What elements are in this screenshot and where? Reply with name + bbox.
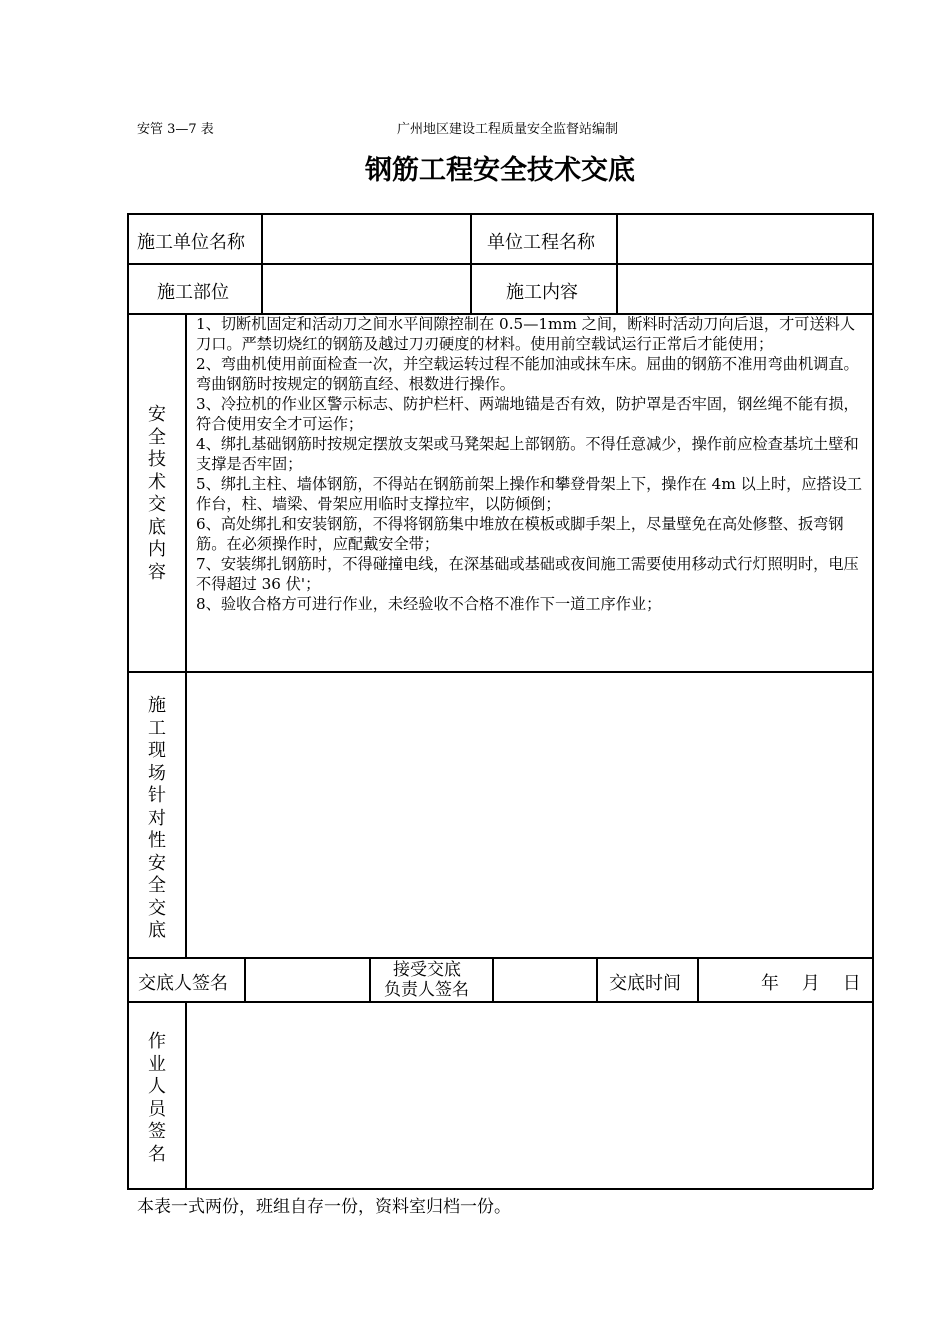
footer-note: 本表一式两份，班组自存一份，资料室归档一份。 xyxy=(137,1197,511,1217)
safety-item: 4、绑扎基础钢筋时按规定摆放支架或马凳架起上部钢筋。不得任意减少，操作前应检查基坑土壁和支撑是否牢固； xyxy=(196,435,859,473)
safety-item: 3、冷拉机的作业区警示标志、防护栏杆、两端地锚是否有效，防护罩是否牢固，钢丝绳不能有损，符合使用安全才可运作； xyxy=(196,395,859,433)
col-divider xyxy=(596,957,598,1001)
col-divider xyxy=(470,213,472,313)
form-border-right xyxy=(872,213,874,1189)
giver-signature-label: 交底人签名 xyxy=(138,973,228,994)
time-field[interactable]: 年 月 日 xyxy=(761,973,861,994)
col-divider xyxy=(697,957,699,1001)
form-border-top xyxy=(127,213,873,215)
col-divider xyxy=(616,213,618,313)
safety-item: 5、绑扎主柱、墙体钢筋，不得站在钢筋前架上操作和攀登骨架上下，操作在 4m 以上时，应搭设工作台，柱、墙梁、骨架应用临时支撑拉牢，以防倾倒； xyxy=(196,475,863,513)
col-divider xyxy=(492,957,494,1001)
col-divider xyxy=(369,957,371,1001)
safety-item: 8、验收合格方可进行作业，未经验收不合格不准作下一道工序作业； xyxy=(196,595,662,613)
col-divider xyxy=(261,213,263,313)
receiver-signature-label-line1: 接受交底 xyxy=(393,960,461,980)
form-number: 安管 3—7 表 xyxy=(137,122,214,137)
location-label: 施工部位 xyxy=(157,282,229,303)
safety-item: 7、安装绑扎钢筋时，不得碰撞电线，在深基础或基础或夜间施工需要使用移动式行灯照明时，电压不得超过 36 伏'； xyxy=(196,555,859,593)
row-divider xyxy=(127,1001,873,1003)
row-divider xyxy=(127,671,873,673)
col-divider xyxy=(185,313,187,957)
safety-item: 6、高处绑扎和安装钢筋，不得将钢筋集中堆放在模板或脚手架上，尽量壁免在高处修整、扳弯钢筋。在必须操作时，应配戴安全带； xyxy=(196,515,844,553)
col-divider xyxy=(244,957,246,1001)
issuer-text: 广州地区建设工程质量安全监督站编制 xyxy=(397,122,619,137)
safety-item: 2、弯曲机使用前面检查一次，并空载运转过程不能加油或抹车床。屈曲的钢筋不准用弯曲机调直。弯曲钢筋时按规定的钢筋直经、根数进行操作。 xyxy=(196,355,859,393)
row-divider xyxy=(127,957,873,959)
workers-signature-label: 作业人员签名 xyxy=(148,1031,166,1165)
time-label: 交底时间 xyxy=(609,973,681,994)
page-title: 钢筋工程安全技术交底 xyxy=(365,155,635,186)
form-border-left xyxy=(127,213,129,1189)
work-content-label: 施工内容 xyxy=(506,282,578,303)
safety-item: 1、切断机固定和活动刀之间水平间隙控制在 0.5—1mm 之间，断料时活动刀向后退，才可送料人刀口。严禁切烧红的钢筋及越过刀刃硬度的材料。使用前空载试运行正常后才能使用； xyxy=(196,315,856,353)
unit-name-label: 施工单位名称 xyxy=(137,232,245,253)
safety-content-label: 安全技术交底内容 xyxy=(148,404,166,583)
site-specific-label: 施工现场针对性安全交底 xyxy=(148,695,166,941)
form-border-bottom xyxy=(127,1188,873,1190)
col-divider xyxy=(185,1001,187,1188)
disclosure-form xyxy=(127,213,873,1189)
row-divider xyxy=(127,263,873,265)
receiver-signature-label-line2: 负责人签名 xyxy=(384,980,469,1000)
project-name-label: 单位工程名称 xyxy=(487,232,595,253)
safety-content-text xyxy=(194,314,867,614)
